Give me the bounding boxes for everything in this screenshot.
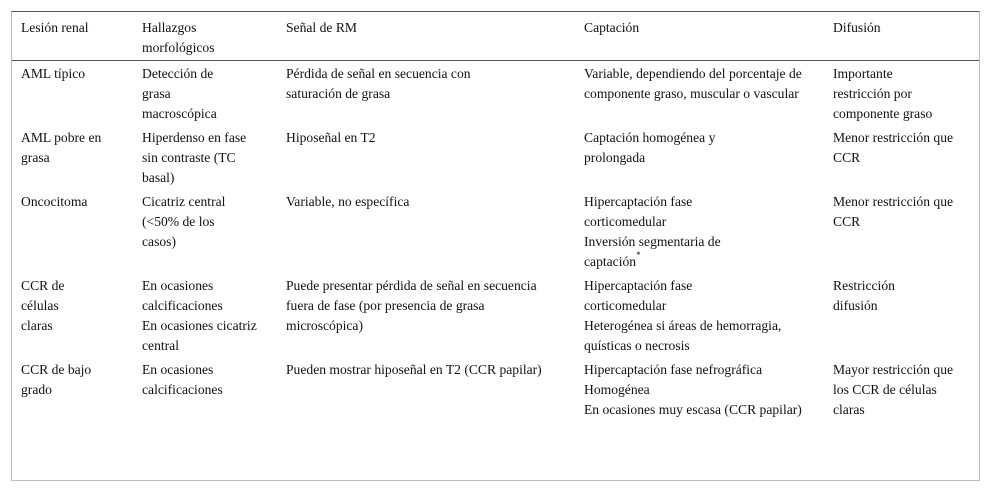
enhancement-line: En ocasiones muy escasa (CCR papilar) [584,402,802,417]
cell-diffusion: Mayor restricción que los CCR de células claras [833,362,954,417]
table-row [12,125,979,189]
cell-enhancement [575,273,824,357]
table-header-row [12,12,979,61]
enhancement-line: Hipercaptación fase nefrográfica [584,362,763,377]
table-row [12,189,979,273]
table-row [12,273,979,357]
cell-lesion: Oncocitoma [21,194,88,209]
cell-mri-signal: Pueden mostrar hiposeñal en T2 (CCR papilar) [286,362,542,377]
cell-enhancement [575,189,824,273]
cell-lesion: AML pobre en grasa [21,130,102,165]
cell-enhancement [575,125,824,189]
cell-enhancement [575,357,824,421]
cell-diffusion: Restricción difusión [833,278,895,313]
morphology-line: En ocasiones cicatriz central [142,318,257,353]
cell-lesion: AML típico [21,66,86,81]
cell-mri-signal: Pérdida de señal en secuencia con saturación de grasa [286,66,471,101]
renal-lesions-table [12,12,979,421]
cell-morphology: Cicatriz central (<50% de los casos) [142,194,226,249]
enhancement-line: Variable, dependiendo del porcentaje de componente graso, muscular o vascular [584,66,802,101]
footnote-mark: * [636,250,641,261]
cell-mri-signal: Puede presentar pérdida de señal en secuencia fuera de fase (por presencia de grasa microscópica) [286,278,537,333]
header-mri-signal: Señal de RM [277,12,575,61]
cell-diffusion: Importante restricción por componente graso [833,66,933,121]
morphology-line: En ocasiones calcificaciones [142,278,223,313]
table-row [12,357,979,421]
cell-enhancement [575,61,824,126]
enhancement-line [584,232,774,272]
enhancement-text: Inversión segmentaria de captación [584,234,721,269]
enhancement-line: Heterogénea si áreas de hemorragia, quísticas o necrosis [584,318,782,353]
header-morphology: Hallazgos morfológicos [133,12,277,61]
cell-lesion: CCR de células claras [21,278,65,333]
cell-morphology: Hiperdenso en fase sin contraste (TC basal) [142,130,247,185]
enhancement-line: Hipercaptación fase corticomedular [584,194,693,229]
cell-morphology [133,273,277,357]
cell-morphology: Detección de grasa macroscópica [142,66,217,121]
cell-lesion: CCR de bajo grado [21,362,92,397]
cell-mri-signal: Hiposeñal en T2 [286,130,376,145]
table-row [12,61,979,126]
cell-diffusion: Menor restricción que CCR [833,130,954,165]
cell-mri-signal: Variable, no específica [286,194,410,209]
header-diffusion: Difusión [824,12,979,61]
cell-morphology: En ocasiones calcificaciones [142,362,223,397]
header-enhancement: Captación [575,12,824,61]
enhancement-line: Hipercaptación fase corticomedular [584,278,693,313]
enhancement-line: Homogénea [584,382,650,397]
header-lesion: Lesión renal [12,12,133,61]
enhancement-line: Captación homogénea y prolongada [584,130,716,165]
cell-diffusion: Menor restricción que CCR [833,194,954,229]
